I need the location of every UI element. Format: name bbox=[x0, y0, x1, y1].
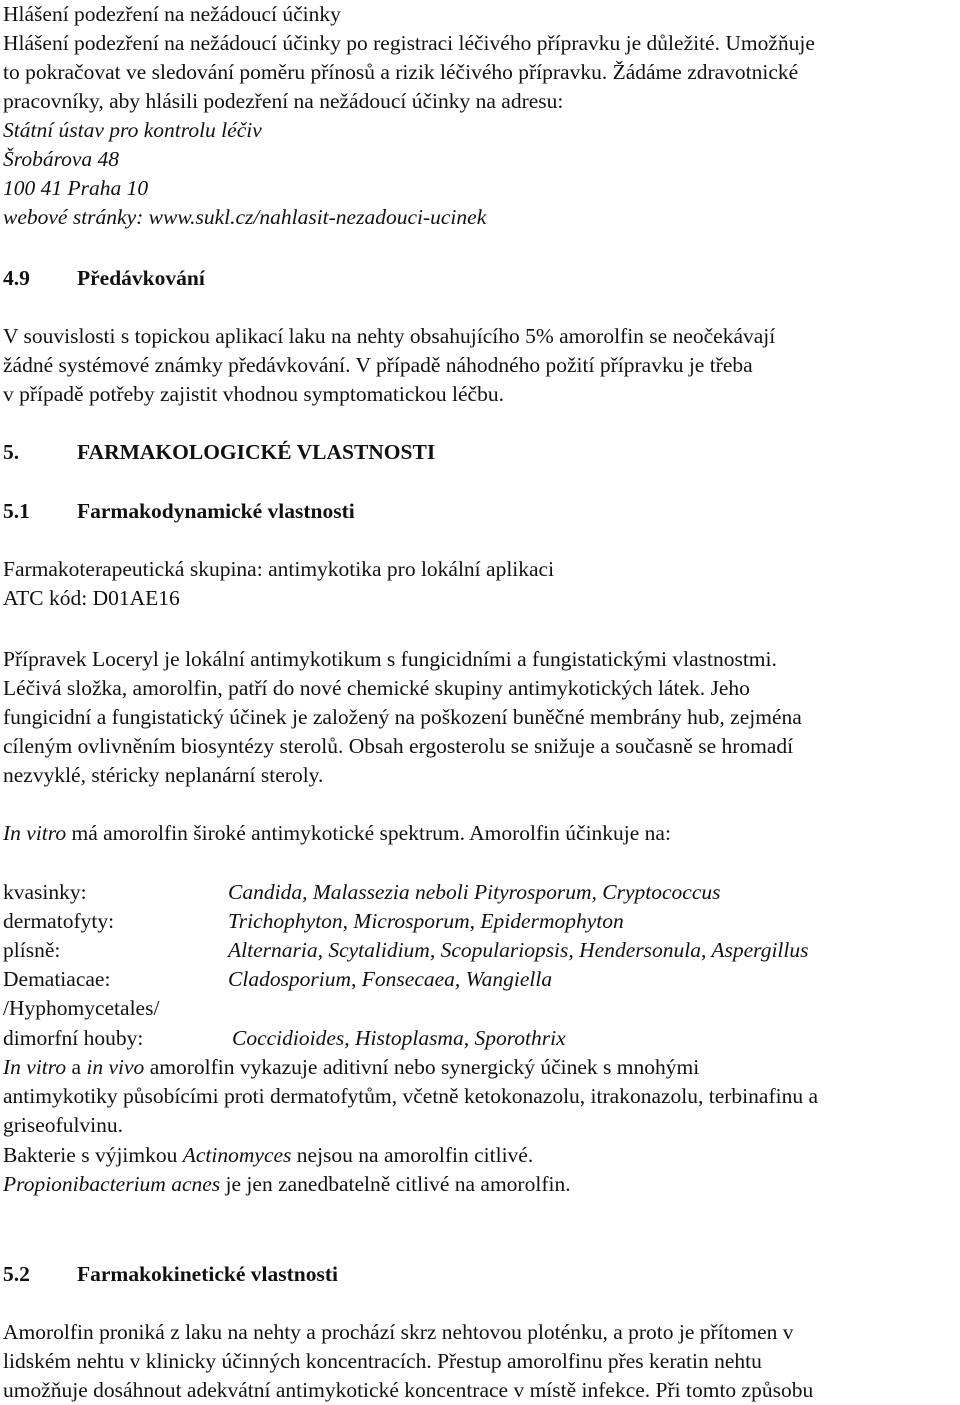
section-title: Farmakokinetické vlastnosti bbox=[77, 1262, 338, 1286]
section-number: 4.9 bbox=[3, 266, 30, 290]
section-title: Předávkování bbox=[77, 266, 205, 290]
in-vitro-text: má amorolfin široké antimykotické spektrum. Amorolfin účinkuje na: bbox=[66, 821, 671, 845]
propionibacterium-text: je jen zanedbatelně citlivé na amorolfin. bbox=[220, 1172, 571, 1196]
actinomyces-term: Actinomyces bbox=[182, 1143, 292, 1167]
synergy-text: a bbox=[66, 1055, 87, 1079]
report-text-line: Hlášení podezření na nežádoucí účinky po registraci léčivého přípravku je důležité. Umožňuje bbox=[3, 31, 815, 55]
spectrum-label: /Hyphomycetales/ bbox=[3, 996, 160, 1020]
in-vitro-term: In vitro bbox=[3, 1055, 67, 1079]
address-institution: Státní ústav pro kontrolu léčiv bbox=[3, 118, 262, 142]
pd-text-line: fungicidní a fungistatický účinek je založený na poškození buněčné membrány hub, zejména bbox=[3, 705, 802, 729]
atc-code: ATC kód: D01AE16 bbox=[3, 586, 180, 610]
synergy-text: amorolfin vykazuje aditivní nebo synergický účinek s mnohými bbox=[144, 1055, 700, 1079]
synergy-line: antimykotiky působícími proti dermatofytům, včetně ketokonazolu, itrakonazolu, terbinafinu a bbox=[3, 1084, 818, 1108]
section-number: 5.1 bbox=[3, 499, 30, 523]
section-5-heading bbox=[3, 438, 435, 467]
spectrum-label: kvasinky: bbox=[3, 880, 87, 904]
propionibacterium-line bbox=[3, 1170, 571, 1199]
propionibacterium-term: Propionibacterium acnes bbox=[3, 1172, 221, 1196]
spectrum-value: Alternaria, Scytalidium, Scopulariopsis, Hendersonula, Aspergillus bbox=[228, 938, 809, 962]
spectrum-label: Dematiacae: bbox=[3, 967, 111, 991]
address-street: Šrobárova 48 bbox=[3, 147, 120, 171]
report-text-line: to pokračovat ve sledování poměru přínosů a rizik léčivého přípravku. Žádáme zdravotnické bbox=[3, 60, 799, 84]
spectrum-value: Candida, Malassezia neboli Pityrosporum, Cryptococcus bbox=[228, 880, 721, 904]
pk-text-line: lidském nehtu v klinicky účinných koncentracích. Přestup amorolfinu přes keratin nehtu bbox=[3, 1349, 762, 1373]
section-4-9-heading bbox=[3, 264, 205, 293]
spectrum-label: plísně: bbox=[3, 938, 61, 962]
pd-text-line: nezvyklé, stéricky neplanární steroly. bbox=[3, 763, 324, 787]
overdose-text-line: V souvislosti s topickou aplikací laku na nehty obsahujícího 5% amorolfin se neočekávají bbox=[3, 324, 776, 348]
overdose-text-line: v případě potřeby zajistit vhodnou symptomatickou léčbu. bbox=[3, 382, 504, 406]
synergy-line bbox=[3, 1053, 699, 1082]
synergy-line: griseofulvinu. bbox=[3, 1113, 124, 1137]
bacteria-line bbox=[3, 1141, 533, 1170]
report-heading: Hlášení podezření na nežádoucí účinky bbox=[3, 2, 341, 26]
pd-text-line: Přípravek Loceryl je lokální antimykotikum s fungicidními a fungistatickými vlastnostmi. bbox=[3, 647, 777, 671]
spectrum-label: dermatofyty: bbox=[3, 909, 115, 933]
section-number: 5. bbox=[3, 440, 20, 464]
pharmacotherapeutic-group: Farmakoterapeutická skupina: antimykotika pro lokální aplikaci bbox=[3, 557, 555, 581]
in-vitro-spectrum-line bbox=[3, 819, 671, 848]
address-city: 100 41 Praha 10 bbox=[3, 176, 149, 200]
pd-text-line: Léčivá složka, amorolfin, patří do nové chemické skupiny antimykotických látek. Jeho bbox=[3, 676, 750, 700]
pk-text-line: umožňuje dosáhnout adekvátní antimykotické koncentrace v místě infekce. Při tomto způsobu bbox=[3, 1378, 814, 1402]
pd-text-line: cíleným ovlivněním biosyntézy sterolů. Obsah ergosterolu se snižuje a současně se hromadí bbox=[3, 734, 794, 758]
section-title: FARMAKOLOGICKÉ VLASTNOSTI bbox=[77, 440, 436, 464]
bacteria-text: Bakterie s výjimkou bbox=[3, 1143, 183, 1167]
address-website: webové stránky: www.sukl.cz/nahlasit-nezadouci-ucinek bbox=[3, 205, 487, 229]
spectrum-value: Cladosporium, Fonsecaea, Wangiella bbox=[228, 967, 553, 991]
section-number: 5.2 bbox=[3, 1262, 30, 1286]
in-vivo-term: in vivo bbox=[86, 1055, 145, 1079]
spectrum-value: Coccidioides, Histoplasma, Sporothrix bbox=[232, 1026, 566, 1050]
pk-text-line: Amorolfin proniká z laku na nehty a prochází skrz nehtovou ploténku, a proto je přítomen v bbox=[3, 1320, 794, 1344]
overdose-text-line: žádné systémové známky předávkování. V případě náhodného požití přípravku je třeba bbox=[3, 353, 753, 377]
section-title: Farmakodynamické vlastnosti bbox=[77, 499, 355, 523]
bacteria-text: nejsou na amorolfin citlivé. bbox=[291, 1143, 534, 1167]
section-5-2-heading bbox=[3, 1260, 338, 1289]
spectrum-label: dimorfní houby: bbox=[3, 1026, 144, 1050]
spectrum-value: Trichophyton, Microsporum, Epidermophyton bbox=[228, 909, 624, 933]
report-text-line: pracovníky, aby hlásili podezření na nežádoucí účinky na adresu: bbox=[3, 89, 564, 113]
in-vitro-term: In vitro bbox=[3, 821, 67, 845]
section-5-1-heading bbox=[3, 497, 355, 526]
